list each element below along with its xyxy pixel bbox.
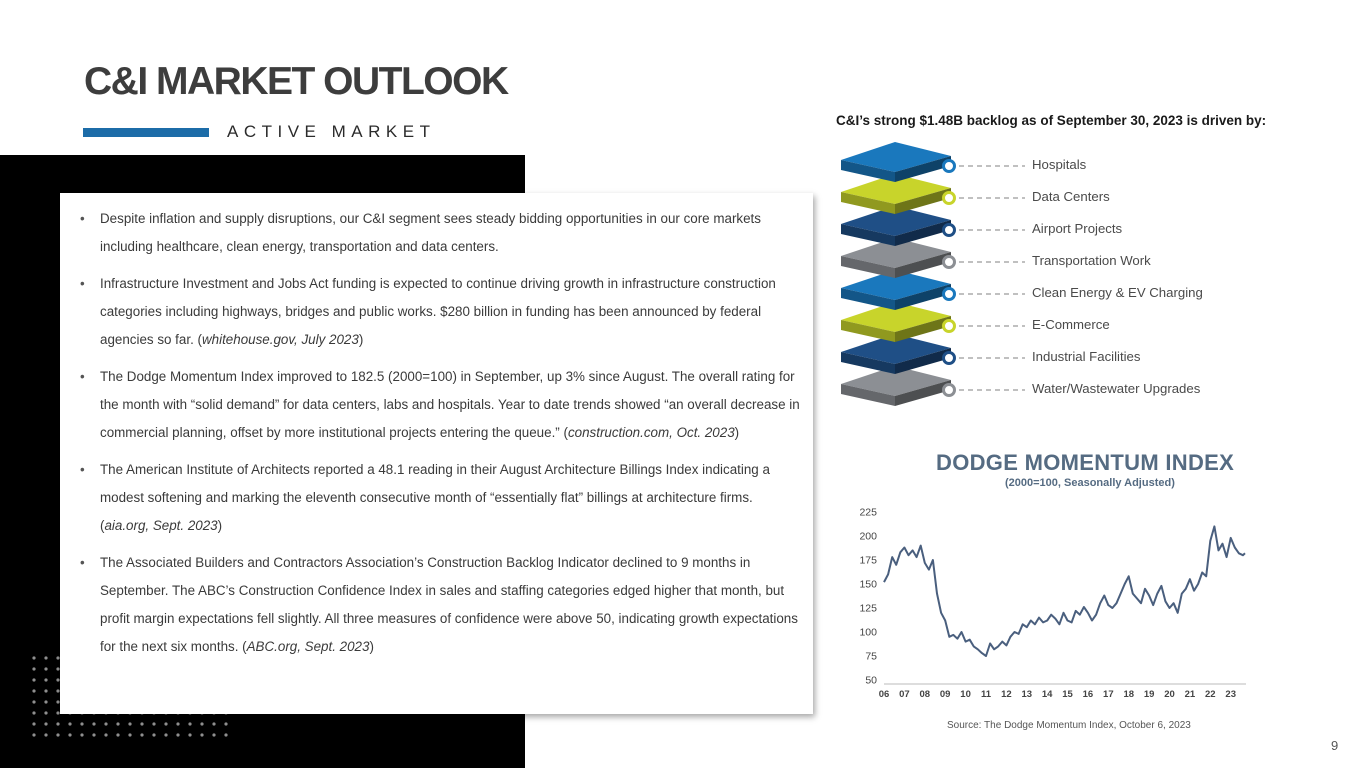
stack-layer-label: Data Centers (1032, 189, 1110, 204)
stack-layer-label: E-Commerce (1032, 317, 1110, 332)
stack-layer (841, 142, 1025, 182)
y-tick-label: 200 (859, 530, 877, 543)
stack-connector-dot (944, 257, 955, 268)
stack-layer (841, 238, 1025, 278)
stack-layer (841, 174, 1025, 214)
x-tick-label: 06 (878, 689, 890, 700)
x-tick-label: 18 (1123, 689, 1135, 700)
source-note: Source: The Dodge Momentum Index, October 6, 2023 (947, 720, 1191, 731)
x-tick-label: 19 (1143, 689, 1155, 700)
pattern-dot (32, 689, 35, 692)
pattern-dot (56, 733, 59, 736)
pattern-dot (128, 722, 131, 725)
pattern-dot (104, 722, 107, 725)
bullet-item: • Despite inflation and supply disruptions, our C&I segment sees steady bidding opportunities in our core markets including healthcare, clean energy, transportation and data centers. (80, 205, 805, 261)
stack-connector-dot (944, 193, 955, 204)
pattern-dot (128, 733, 131, 736)
stack-connector-dot (944, 321, 955, 332)
x-tick-label: 21 (1184, 689, 1196, 700)
chart-subtitle: (2000=100, Seasonally Adjusted) (1005, 477, 1175, 489)
pattern-dot (212, 722, 215, 725)
stack-layer-label: Transportation Work (1032, 253, 1151, 268)
y-tick-label: 75 (865, 650, 877, 663)
chart-title: DODGE MOMENTUM INDEX (936, 450, 1235, 475)
x-tick-label: 07 (899, 689, 910, 700)
stack-connector-dot (944, 353, 955, 364)
pattern-dot (80, 733, 83, 736)
pattern-dot (140, 722, 143, 725)
y-tick-label: 150 (859, 578, 877, 591)
pattern-dot (68, 733, 71, 736)
stack-layer (841, 366, 1025, 406)
x-tick-label: 13 (1021, 689, 1033, 700)
pattern-dot (44, 689, 47, 692)
pattern-dot (200, 733, 203, 736)
y-tick-label: 50 (865, 674, 877, 687)
pattern-dot (164, 733, 167, 736)
pattern-dot (188, 733, 191, 736)
pattern-dot (140, 733, 143, 736)
pattern-dot (32, 667, 35, 670)
stack-layer (841, 334, 1025, 374)
pattern-dot (44, 656, 47, 659)
pattern-dot (188, 722, 191, 725)
page-number: 9 (1331, 738, 1339, 753)
x-tick-label: 14 (1041, 689, 1053, 700)
x-tick-label: 08 (919, 689, 931, 700)
stack-connector-dot (944, 225, 955, 236)
pattern-dot (176, 733, 179, 736)
pattern-dot (44, 733, 47, 736)
pattern-dot (152, 722, 155, 725)
pattern-dot (44, 700, 47, 703)
stack-layer (841, 270, 1025, 310)
pattern-dot (32, 733, 35, 736)
pattern-dot (32, 700, 35, 703)
page-title: C&I MARKET OUTLOOK (84, 60, 508, 103)
pattern-dot (176, 722, 179, 725)
x-tick-label: 09 (939, 689, 951, 700)
pattern-dot (164, 722, 167, 725)
x-tick-label: 16 (1082, 689, 1094, 700)
bullet-item: • The American Institute of Architects reported a 48.1 reading in their August Architecture Billings Index indicating a modest softening and marking the eleventh consecutive month of “essentially flat” billings at architecture firms. (aia.org, Sept. 2023) (80, 456, 805, 540)
bullet-item: • The Dodge Momentum Index improved to 182.5 (2000=100) in September, up 3% since August. The overall rating for the month with “solid demand” for data centers, labs and hospitals. Year to date trends showed “an overall decrease in commercial planning, offset by more institutional projects entering the queue.” (construction.com, Oct. 2023) (80, 363, 805, 447)
stack-layer (841, 206, 1025, 246)
stack-connector-dot (944, 385, 955, 396)
x-tick-label: 22 (1205, 689, 1216, 700)
pattern-dot (44, 711, 47, 714)
pattern-dot (32, 711, 35, 714)
bullet-list (80, 205, 805, 670)
pattern-dot (224, 722, 227, 725)
y-tick-label: 125 (859, 602, 877, 615)
pattern-dot (212, 733, 215, 736)
pattern-dot (44, 667, 47, 670)
stack-layer-label: Water/Wastewater Upgrades (1032, 381, 1201, 396)
backlog-heading: C&I’s strong $1.48B backlog as of September 30, 2023 is driven by: (836, 113, 1267, 128)
x-tick-label: 10 (960, 689, 971, 700)
bullet-item: • Infrastructure Investment and Jobs Act funding is expected to continue driving growth in infrastructure construction categories including highways, bridges and public works. $280 billion in funding has been announced by federal agencies so far. (whitehouse.gov, July 2023) (80, 270, 805, 354)
pattern-dot (80, 722, 83, 725)
pattern-dot (32, 678, 35, 681)
pattern-dot (32, 722, 35, 725)
x-tick-label: 23 (1225, 689, 1236, 700)
pattern-dot (44, 722, 47, 725)
y-tick-label: 175 (859, 554, 877, 567)
pattern-dot (152, 733, 155, 736)
pattern-dot (224, 733, 227, 736)
stack-connector-dot (944, 161, 955, 172)
x-tick-label: 17 (1103, 689, 1114, 700)
pattern-dot (116, 722, 119, 725)
x-tick-label: 11 (980, 689, 991, 700)
pattern-dot (104, 733, 107, 736)
page-subtitle: ACTIVE MARKET (227, 122, 436, 141)
pattern-dot (92, 733, 95, 736)
stack-layer-label: Airport Projects (1032, 221, 1123, 236)
x-tick-label: 15 (1062, 689, 1073, 700)
pattern-dot (56, 722, 59, 725)
pattern-dot (32, 656, 35, 659)
pattern-dot (44, 678, 47, 681)
y-tick-label: 225 (859, 506, 877, 519)
pattern-dot (200, 722, 203, 725)
x-tick-label: 12 (1001, 689, 1012, 700)
pattern-dot (68, 722, 71, 725)
stack-layer-label: Clean Energy & EV Charging (1032, 285, 1203, 300)
y-tick-label: 100 (859, 626, 877, 639)
stack-layer-label: Industrial Facilities (1032, 349, 1141, 364)
dodge-momentum-chart (850, 500, 1250, 705)
title-accent-bar (83, 128, 209, 137)
bullet-item: • The Associated Builders and Contractors Association’s Construction Backlog Indicator declined to 9 months in September. The ABC’s Construction Confidence Index in sales and staffing categories edged higher that month, but profit margin expectations fell slightly. All three measures of confidence were above 50, indicating growth expectations for the next six months. (ABC.org, Sept. 2023) (80, 549, 805, 661)
stack-layer-label: Hospitals (1032, 157, 1087, 172)
pattern-dot (116, 733, 119, 736)
pattern-dot (92, 722, 95, 725)
stack-connector-dot (944, 289, 955, 300)
x-tick-label: 20 (1164, 689, 1175, 700)
stack-layer (841, 302, 1025, 342)
index-series-line (884, 526, 1245, 656)
